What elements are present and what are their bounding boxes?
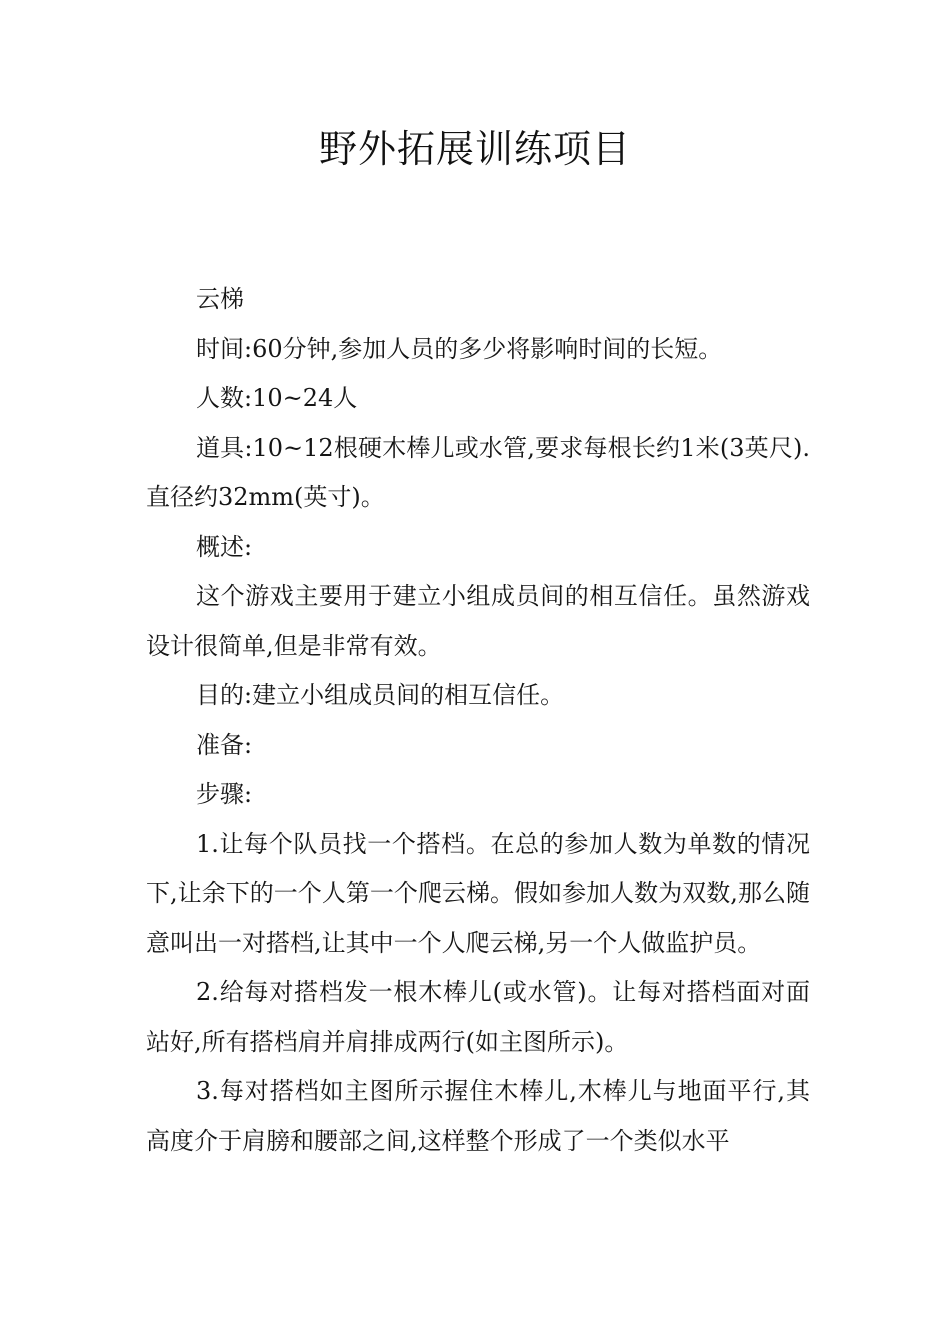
- paragraph-props: 道具:10~12根硬木棒儿或水管,要求每根长约1米(3英尺).直径约32mm(英寸)。: [146, 433, 810, 511]
- paragraph-time: 时间:60分钟,参加人员的多少将影响时间的长短。: [196, 334, 723, 363]
- paragraph-overview: 这个游戏主要用于建立小组成员间的相互信任。虽然游戏设计很简单,但是非常有效。: [146, 582, 810, 660]
- paragraph-step-2: 2.给每对搭档发一根木棒儿(或水管)。让每对搭档面对面站好,所有搭档肩并肩排成两行(如主图所示)。: [146, 978, 810, 1056]
- paragraph-participants: 人数:10~24人: [196, 384, 358, 412]
- document-title: 野外拓展训练项目: [318, 127, 631, 171]
- paragraph-overview-label: 概述:: [196, 532, 253, 561]
- document-body: [146, 275, 810, 1166]
- paragraph-section-heading: 云梯: [196, 285, 244, 313]
- paragraph-preparation-label: 准备:: [196, 730, 253, 759]
- paragraph-purpose: 目的:建立小组成员间的相互信任。: [196, 681, 565, 709]
- paragraph-step-3: 3.每对搭档如主图所示握住木棒儿,木棒儿与地面平行,其高度介于肩膀和腰部之间,这样整个形成了一个类似水平: [146, 1077, 810, 1155]
- paragraph-step-1: 1.让每个队员找一个搭档。在总的参加人数为单数的情况下,让余下的一个人第一个爬云梯。假如参加人数为双数,那么随意叫出一对搭档,让其中一个人爬云梯,另一个人做监护员。: [146, 829, 810, 957]
- paragraph-steps-label: 步骤:: [196, 780, 253, 808]
